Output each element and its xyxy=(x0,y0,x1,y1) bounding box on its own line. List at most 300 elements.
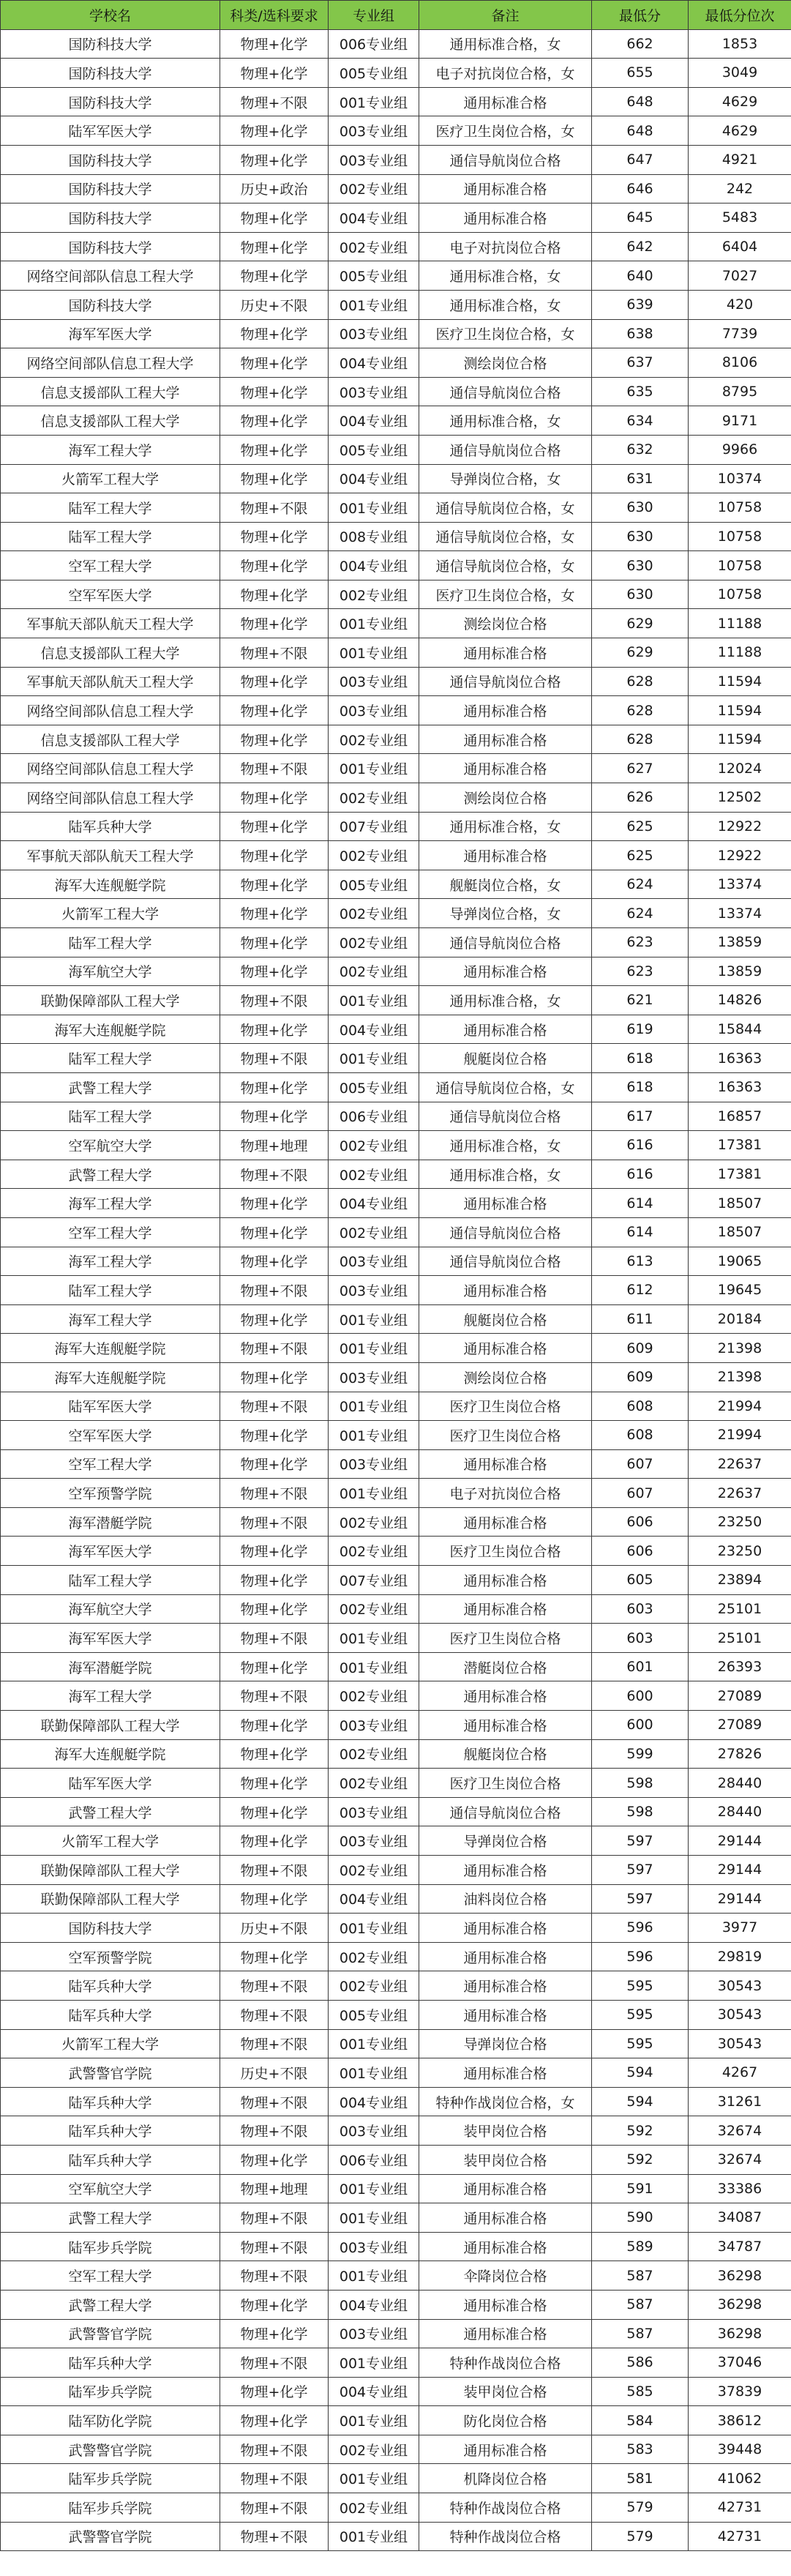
cell-subject: 物理+化学 xyxy=(220,348,329,378)
cell-school: 信息支援部队工程大学 xyxy=(1,377,220,406)
cell-group: 002专业组 xyxy=(329,928,419,957)
cell-group: 001专业组 xyxy=(329,638,419,668)
cell-min-rank: 10374 xyxy=(689,464,791,493)
cell-note: 装甲岗位合格 xyxy=(419,2145,592,2174)
cell-note: 特种作战岗位合格 xyxy=(419,2348,592,2378)
table-row xyxy=(1,957,791,986)
cell-min-score: 623 xyxy=(592,957,689,986)
cell-subject: 物理+化学 xyxy=(220,29,329,59)
cell-subject: 物理+不限 xyxy=(220,1624,329,1653)
cell-group: 001专业组 xyxy=(329,1421,419,1450)
cell-subject: 物理+不限 xyxy=(220,754,329,783)
cell-min-score: 623 xyxy=(592,928,689,957)
cell-note: 通信导航岗位合格 xyxy=(419,1797,592,1826)
cell-group: 002专业组 xyxy=(329,2435,419,2464)
table-row xyxy=(1,2000,791,2029)
table-row xyxy=(1,1942,791,1971)
cell-min-score: 614 xyxy=(592,1189,689,1218)
cell-subject: 物理+化学 xyxy=(220,725,329,754)
cell-school: 海军大连舰艇学院 xyxy=(1,1334,220,1363)
cell-subject: 物理+化学 xyxy=(220,1739,329,1769)
cell-school: 海军潜艇学院 xyxy=(1,1507,220,1537)
cell-min-rank: 16363 xyxy=(689,1044,791,1073)
cell-min-score: 647 xyxy=(592,145,689,174)
cell-school: 陆军工程大学 xyxy=(1,928,220,957)
cell-school: 陆军兵种大学 xyxy=(1,2348,220,2378)
cell-min-score: 605 xyxy=(592,1566,689,1595)
cell-min-rank: 14826 xyxy=(689,986,791,1015)
cell-subject: 物理+不限 xyxy=(220,1334,329,1363)
cell-group: 001专业组 xyxy=(329,1392,419,1421)
cell-school: 联勤保障部队工程大学 xyxy=(1,986,220,1015)
cell-school: 陆军工程大学 xyxy=(1,522,220,551)
cell-min-score: 616 xyxy=(592,1160,689,1189)
table-row xyxy=(1,1769,791,1798)
cell-school: 网络空间部队信息工程大学 xyxy=(1,754,220,783)
cell-subject: 历史+不限 xyxy=(220,2058,329,2088)
cell-group: 002专业组 xyxy=(329,580,419,609)
cell-subject: 物理+不限 xyxy=(220,2203,329,2233)
cell-note: 通信导航岗位合格 xyxy=(419,1102,592,1131)
cell-subject: 历史+不限 xyxy=(220,1914,329,1943)
cell-min-rank: 9966 xyxy=(689,435,791,464)
table-row xyxy=(1,522,791,551)
cell-note: 通用标准合格 xyxy=(419,2000,592,2029)
cell-group: 004专业组 xyxy=(329,406,419,436)
cell-min-score: 595 xyxy=(592,2000,689,2029)
cell-note: 装甲岗位合格 xyxy=(419,2116,592,2146)
cell-school: 国防科技大学 xyxy=(1,145,220,174)
table-row xyxy=(1,986,791,1015)
cell-group: 003专业组 xyxy=(329,377,419,406)
cell-subject: 物理+化学 xyxy=(220,1884,329,1914)
cell-min-rank: 12024 xyxy=(689,754,791,783)
cell-subject: 物理+化学 xyxy=(220,1652,329,1681)
cell-min-score: 638 xyxy=(592,319,689,348)
cell-subject: 物理+不限 xyxy=(220,2464,329,2493)
cell-min-rank: 13859 xyxy=(689,957,791,986)
cell-min-rank: 28440 xyxy=(689,1769,791,1798)
cell-min-score: 629 xyxy=(592,609,689,638)
table-row xyxy=(1,1334,791,1363)
cell-note: 通用标准合格，女 xyxy=(419,290,592,319)
cell-school: 陆军兵种大学 xyxy=(1,2000,220,2029)
cell-note: 通用标准合格 xyxy=(419,1566,592,1595)
cell-subject: 物理+化学 xyxy=(220,406,329,436)
cell-subject: 物理+不限 xyxy=(220,2087,329,2116)
cell-min-rank: 242 xyxy=(689,174,791,204)
cell-min-score: 646 xyxy=(592,174,689,204)
table-row xyxy=(1,928,791,957)
cell-min-rank: 25101 xyxy=(689,1594,791,1624)
cell-subject: 物理+化学 xyxy=(220,1826,329,1856)
cell-min-rank: 16857 xyxy=(689,1102,791,1131)
cell-school: 陆军防化学院 xyxy=(1,2406,220,2435)
cell-school: 陆军军医大学 xyxy=(1,1392,220,1421)
table-row xyxy=(1,841,791,870)
cell-subject: 物理+化学 xyxy=(220,464,329,493)
cell-group: 002专业组 xyxy=(329,1856,419,1885)
cell-subject: 物理+化学 xyxy=(220,1072,329,1102)
cell-school: 国防科技大学 xyxy=(1,174,220,204)
cell-subject: 物理+化学 xyxy=(220,2406,329,2435)
cell-note: 电子对抗岗位合格 xyxy=(419,232,592,261)
table-row xyxy=(1,1131,791,1160)
table-row xyxy=(1,2377,791,2406)
cell-group: 002专业组 xyxy=(329,1594,419,1624)
table-row xyxy=(1,2493,791,2523)
table-row xyxy=(1,1362,791,1392)
cell-group: 002专业组 xyxy=(329,1537,419,1566)
cell-min-rank: 23250 xyxy=(689,1537,791,1566)
cell-min-score: 600 xyxy=(592,1711,689,1740)
cell-min-rank: 26393 xyxy=(689,1652,791,1681)
cell-note: 通用标准合格，女 xyxy=(419,1131,592,1160)
cell-min-score: 611 xyxy=(592,1304,689,1334)
table-row xyxy=(1,2203,791,2233)
cell-group: 002专业组 xyxy=(329,725,419,754)
cell-note: 电子对抗岗位合格，女 xyxy=(419,59,592,88)
table-row xyxy=(1,493,791,523)
table-row xyxy=(1,1856,791,1885)
cell-subject: 物理+不限 xyxy=(220,1479,329,1508)
cell-group: 005专业组 xyxy=(329,870,419,899)
cell-subject: 物理+化学 xyxy=(220,1797,329,1826)
cell-min-score: 629 xyxy=(592,638,689,668)
cell-min-score: 594 xyxy=(592,2087,689,2116)
cell-subject: 物理+化学 xyxy=(220,1304,329,1334)
cell-subject: 物理+化学 xyxy=(220,1102,329,1131)
cell-min-rank: 1853 xyxy=(689,29,791,59)
cell-school: 陆军兵种大学 xyxy=(1,812,220,841)
cell-group: 002专业组 xyxy=(329,2493,419,2523)
table-row xyxy=(1,1217,791,1247)
cell-note: 医疗卫生岗位合格 xyxy=(419,1421,592,1450)
cell-min-score: 586 xyxy=(592,2348,689,2378)
cell-min-rank: 5483 xyxy=(689,204,791,233)
cell-note: 装甲岗位合格 xyxy=(419,2377,592,2406)
cell-min-score: 617 xyxy=(592,1102,689,1131)
cell-school: 空军工程大学 xyxy=(1,551,220,580)
cell-group: 003专业组 xyxy=(329,1826,419,1856)
cell-note: 测绘岗位合格 xyxy=(419,783,592,813)
cell-group: 002专业组 xyxy=(329,841,419,870)
header-row xyxy=(1,1,791,30)
table-row xyxy=(1,2116,791,2146)
column-header-min-rank: 最低分位次 xyxy=(689,1,791,30)
table-row xyxy=(1,145,791,174)
cell-group: 002专业组 xyxy=(329,1160,419,1189)
cell-school: 武警工程大学 xyxy=(1,2290,220,2319)
cell-group: 004专业组 xyxy=(329,2290,419,2319)
table-row xyxy=(1,290,791,319)
cell-note: 通用标准合格 xyxy=(419,1015,592,1044)
cell-min-score: 648 xyxy=(592,87,689,116)
cell-min-rank: 21994 xyxy=(689,1421,791,1450)
cell-subject: 物理+不限 xyxy=(220,493,329,523)
table-row xyxy=(1,1652,791,1681)
cell-group: 001专业组 xyxy=(329,2029,419,2058)
cell-note: 通信导航岗位合格 xyxy=(419,667,592,696)
cell-min-rank: 8795 xyxy=(689,377,791,406)
cell-min-rank: 13374 xyxy=(689,899,791,928)
cell-min-score: 587 xyxy=(592,2319,689,2348)
cell-subject: 物理+化学 xyxy=(220,522,329,551)
table-row xyxy=(1,870,791,899)
cell-min-rank: 16363 xyxy=(689,1072,791,1102)
cell-note: 通用标准合格 xyxy=(419,2435,592,2464)
cell-group: 001专业组 xyxy=(329,493,419,523)
cell-subject: 物理+化学 xyxy=(220,1421,329,1450)
cell-note: 通用标准合格 xyxy=(419,1334,592,1363)
column-header-note: 备注 xyxy=(419,1,592,30)
cell-subject: 物理+化学 xyxy=(220,145,329,174)
cell-min-rank: 4629 xyxy=(689,116,791,146)
cell-min-rank: 37046 xyxy=(689,2348,791,2378)
cell-subject: 物理+不限 xyxy=(220,2435,329,2464)
cell-school: 海军工程大学 xyxy=(1,1247,220,1276)
cell-min-rank: 19645 xyxy=(689,1276,791,1305)
cell-min-rank: 42731 xyxy=(689,2522,791,2551)
cell-min-rank: 18507 xyxy=(689,1189,791,1218)
cell-min-rank: 18507 xyxy=(689,1217,791,1247)
column-header-min-score: 最低分 xyxy=(592,1,689,30)
cell-subject: 物理+不限 xyxy=(220,2348,329,2378)
cell-note: 通信导航岗位合格 xyxy=(419,928,592,957)
cell-min-score: 597 xyxy=(592,1856,689,1885)
cell-subject: 物理+化学 xyxy=(220,1247,329,1276)
cell-group: 003专业组 xyxy=(329,667,419,696)
cell-note: 电子对抗岗位合格 xyxy=(419,1479,592,1508)
cell-min-score: 613 xyxy=(592,1247,689,1276)
cell-min-rank: 3049 xyxy=(689,59,791,88)
cell-school: 军事航天部队航天工程大学 xyxy=(1,667,220,696)
cell-note: 测绘岗位合格 xyxy=(419,348,592,378)
table-row xyxy=(1,1507,791,1537)
cell-group: 002专业组 xyxy=(329,232,419,261)
cell-min-score: 637 xyxy=(592,348,689,378)
cell-subject: 物理+化学 xyxy=(220,1711,329,1740)
cell-note: 通信导航岗位合格 xyxy=(419,1217,592,1247)
cell-min-rank: 11594 xyxy=(689,696,791,725)
cell-note: 通用标准合格，女 xyxy=(419,406,592,436)
cell-min-score: 628 xyxy=(592,725,689,754)
cell-note: 油料岗位合格 xyxy=(419,1884,592,1914)
cell-group: 004专业组 xyxy=(329,464,419,493)
cell-school: 陆军工程大学 xyxy=(1,1044,220,1073)
cell-group: 001专业组 xyxy=(329,609,419,638)
table-row xyxy=(1,1566,791,1595)
cell-min-score: 596 xyxy=(592,1942,689,1971)
table-row xyxy=(1,1594,791,1624)
cell-note: 医疗卫生岗位合格 xyxy=(419,1392,592,1421)
table-row xyxy=(1,2464,791,2493)
cell-min-rank: 23250 xyxy=(689,1507,791,1537)
cell-subject: 物理+化学 xyxy=(220,2145,329,2174)
cell-group: 002专业组 xyxy=(329,1217,419,1247)
cell-note: 舰艇岗位合格 xyxy=(419,1304,592,1334)
table-row xyxy=(1,232,791,261)
table-row xyxy=(1,174,791,204)
table-row xyxy=(1,1914,791,1943)
cell-min-score: 603 xyxy=(592,1624,689,1653)
cell-school: 联勤保障部队工程大学 xyxy=(1,1856,220,1885)
cell-min-rank: 13859 xyxy=(689,928,791,957)
cell-note: 通用标准合格 xyxy=(419,1189,592,1218)
cell-group: 002专业组 xyxy=(329,1739,419,1769)
cell-min-score: 585 xyxy=(592,2377,689,2406)
cell-min-score: 634 xyxy=(592,406,689,436)
cell-min-score: 596 xyxy=(592,1914,689,1943)
table-header xyxy=(1,1,791,30)
cell-group: 002专业组 xyxy=(329,899,419,928)
cell-note: 导弹岗位合格 xyxy=(419,2029,592,2058)
table-row xyxy=(1,1072,791,1102)
cell-min-score: 640 xyxy=(592,261,689,291)
cell-min-rank: 36298 xyxy=(689,2319,791,2348)
cell-min-rank: 12502 xyxy=(689,783,791,813)
cell-group: 001专业组 xyxy=(329,2464,419,2493)
table-row xyxy=(1,1971,791,2001)
table-row xyxy=(1,406,791,436)
cell-min-score: 630 xyxy=(592,580,689,609)
cell-min-score: 606 xyxy=(592,1507,689,1537)
cell-note: 通用标准合格，女 xyxy=(419,1160,592,1189)
cell-min-score: 639 xyxy=(592,290,689,319)
cell-min-score: 662 xyxy=(592,29,689,59)
cell-subject: 物理+化学 xyxy=(220,2319,329,2348)
cell-school: 国防科技大学 xyxy=(1,232,220,261)
cell-school: 空军航空大学 xyxy=(1,1131,220,1160)
cell-school: 海军大连舰艇学院 xyxy=(1,1739,220,1769)
table-row xyxy=(1,1421,791,1450)
table-body xyxy=(1,29,791,2551)
cell-group: 002专业组 xyxy=(329,1681,419,1711)
cell-subject: 物理+化学 xyxy=(220,667,329,696)
cell-min-rank: 10758 xyxy=(689,551,791,580)
table-row xyxy=(1,204,791,233)
cell-note: 通用标准合格 xyxy=(419,1856,592,1885)
cell-group: 006专业组 xyxy=(329,2145,419,2174)
cell-subject: 物理+不限 xyxy=(220,1856,329,1885)
cell-min-score: 630 xyxy=(592,522,689,551)
cell-group: 001专业组 xyxy=(329,1479,419,1508)
cell-school: 空军航空大学 xyxy=(1,2174,220,2203)
cell-subject: 物理+化学 xyxy=(220,2377,329,2406)
cell-min-score: 603 xyxy=(592,1594,689,1624)
cell-subject: 物理+化学 xyxy=(220,377,329,406)
table-row xyxy=(1,1537,791,1566)
cell-group: 001专业组 xyxy=(329,2174,419,2203)
cell-school: 武警工程大学 xyxy=(1,1160,220,1189)
cell-group: 002专业组 xyxy=(329,957,419,986)
cell-min-score: 624 xyxy=(592,899,689,928)
cell-min-score: 648 xyxy=(592,116,689,146)
cell-min-score: 630 xyxy=(592,551,689,580)
cell-group: 004专业组 xyxy=(329,2087,419,2116)
cell-min-rank: 25101 xyxy=(689,1624,791,1653)
cell-subject: 历史+政治 xyxy=(220,174,329,204)
cell-group: 003专业组 xyxy=(329,1362,419,1392)
cell-subject: 物理+化学 xyxy=(220,204,329,233)
cell-note: 通用标准合格 xyxy=(419,1594,592,1624)
cell-school: 陆军步兵学院 xyxy=(1,2232,220,2261)
cell-note: 通信导航岗位合格 xyxy=(419,1247,592,1276)
cell-subject: 物理+不限 xyxy=(220,2522,329,2551)
cell-note: 通用标准合格 xyxy=(419,1971,592,2001)
cell-school: 海军工程大学 xyxy=(1,435,220,464)
cell-school: 火箭军工程大学 xyxy=(1,2029,220,2058)
cell-min-rank: 6404 xyxy=(689,232,791,261)
cell-note: 通用标准合格 xyxy=(419,174,592,204)
cell-group: 001专业组 xyxy=(329,754,419,783)
table-row xyxy=(1,580,791,609)
cell-note: 通用标准合格 xyxy=(419,638,592,668)
cell-subject: 物理+化学 xyxy=(220,1942,329,1971)
cell-note: 通用标准合格 xyxy=(419,841,592,870)
cell-note: 机降岗位合格 xyxy=(419,2464,592,2493)
cell-min-rank: 11188 xyxy=(689,609,791,638)
cell-group: 001专业组 xyxy=(329,2261,419,2291)
cell-subject: 物理+化学 xyxy=(220,1015,329,1044)
cell-min-rank: 17381 xyxy=(689,1131,791,1160)
cell-group: 003专业组 xyxy=(329,696,419,725)
cell-subject: 物理+化学 xyxy=(220,551,329,580)
cell-group: 003专业组 xyxy=(329,319,419,348)
cell-school: 国防科技大学 xyxy=(1,204,220,233)
table-row xyxy=(1,725,791,754)
cell-note: 通用标准合格 xyxy=(419,696,592,725)
cell-min-rank: 21398 xyxy=(689,1362,791,1392)
cell-subject: 历史+不限 xyxy=(220,290,329,319)
table-row xyxy=(1,1624,791,1653)
table-row xyxy=(1,1449,791,1479)
cell-group: 004专业组 xyxy=(329,1884,419,1914)
cell-school: 陆军步兵学院 xyxy=(1,2493,220,2523)
cell-note: 医疗卫生岗位合格 xyxy=(419,1769,592,1798)
cell-note: 导弹岗位合格，女 xyxy=(419,464,592,493)
cell-note: 通信导航岗位合格，女 xyxy=(419,522,592,551)
cell-note: 导弹岗位合格 xyxy=(419,1826,592,1856)
table-row xyxy=(1,2232,791,2261)
cell-school: 海军大连舰艇学院 xyxy=(1,870,220,899)
cell-min-rank: 30543 xyxy=(689,2029,791,2058)
cell-note: 通用标准合格，女 xyxy=(419,812,592,841)
cell-school: 海军军医大学 xyxy=(1,1624,220,1653)
cell-group: 005专业组 xyxy=(329,2000,419,2029)
cell-school: 武警警官学院 xyxy=(1,2058,220,2088)
table-row xyxy=(1,261,791,291)
cell-subject: 物理+化学 xyxy=(220,899,329,928)
cell-subject: 物理+不限 xyxy=(220,2232,329,2261)
cell-note: 通信导航岗位合格 xyxy=(419,145,592,174)
cell-min-rank: 30543 xyxy=(689,2000,791,2029)
cell-group: 008专业组 xyxy=(329,522,419,551)
cell-school: 海军军医大学 xyxy=(1,1537,220,1566)
table-row xyxy=(1,899,791,928)
cell-note: 医疗卫生岗位合格 xyxy=(419,1537,592,1566)
table-row xyxy=(1,2406,791,2435)
cell-note: 舰艇岗位合格 xyxy=(419,1044,592,1073)
cell-school: 陆军兵种大学 xyxy=(1,2145,220,2174)
cell-note: 通用标准合格 xyxy=(419,1449,592,1479)
cell-group: 001专业组 xyxy=(329,2348,419,2378)
cell-school: 联勤保障部队工程大学 xyxy=(1,1884,220,1914)
cell-min-score: 616 xyxy=(592,1131,689,1160)
cell-subject: 物理+化学 xyxy=(220,319,329,348)
cell-min-score: 625 xyxy=(592,841,689,870)
cell-note: 通用标准合格 xyxy=(419,2290,592,2319)
